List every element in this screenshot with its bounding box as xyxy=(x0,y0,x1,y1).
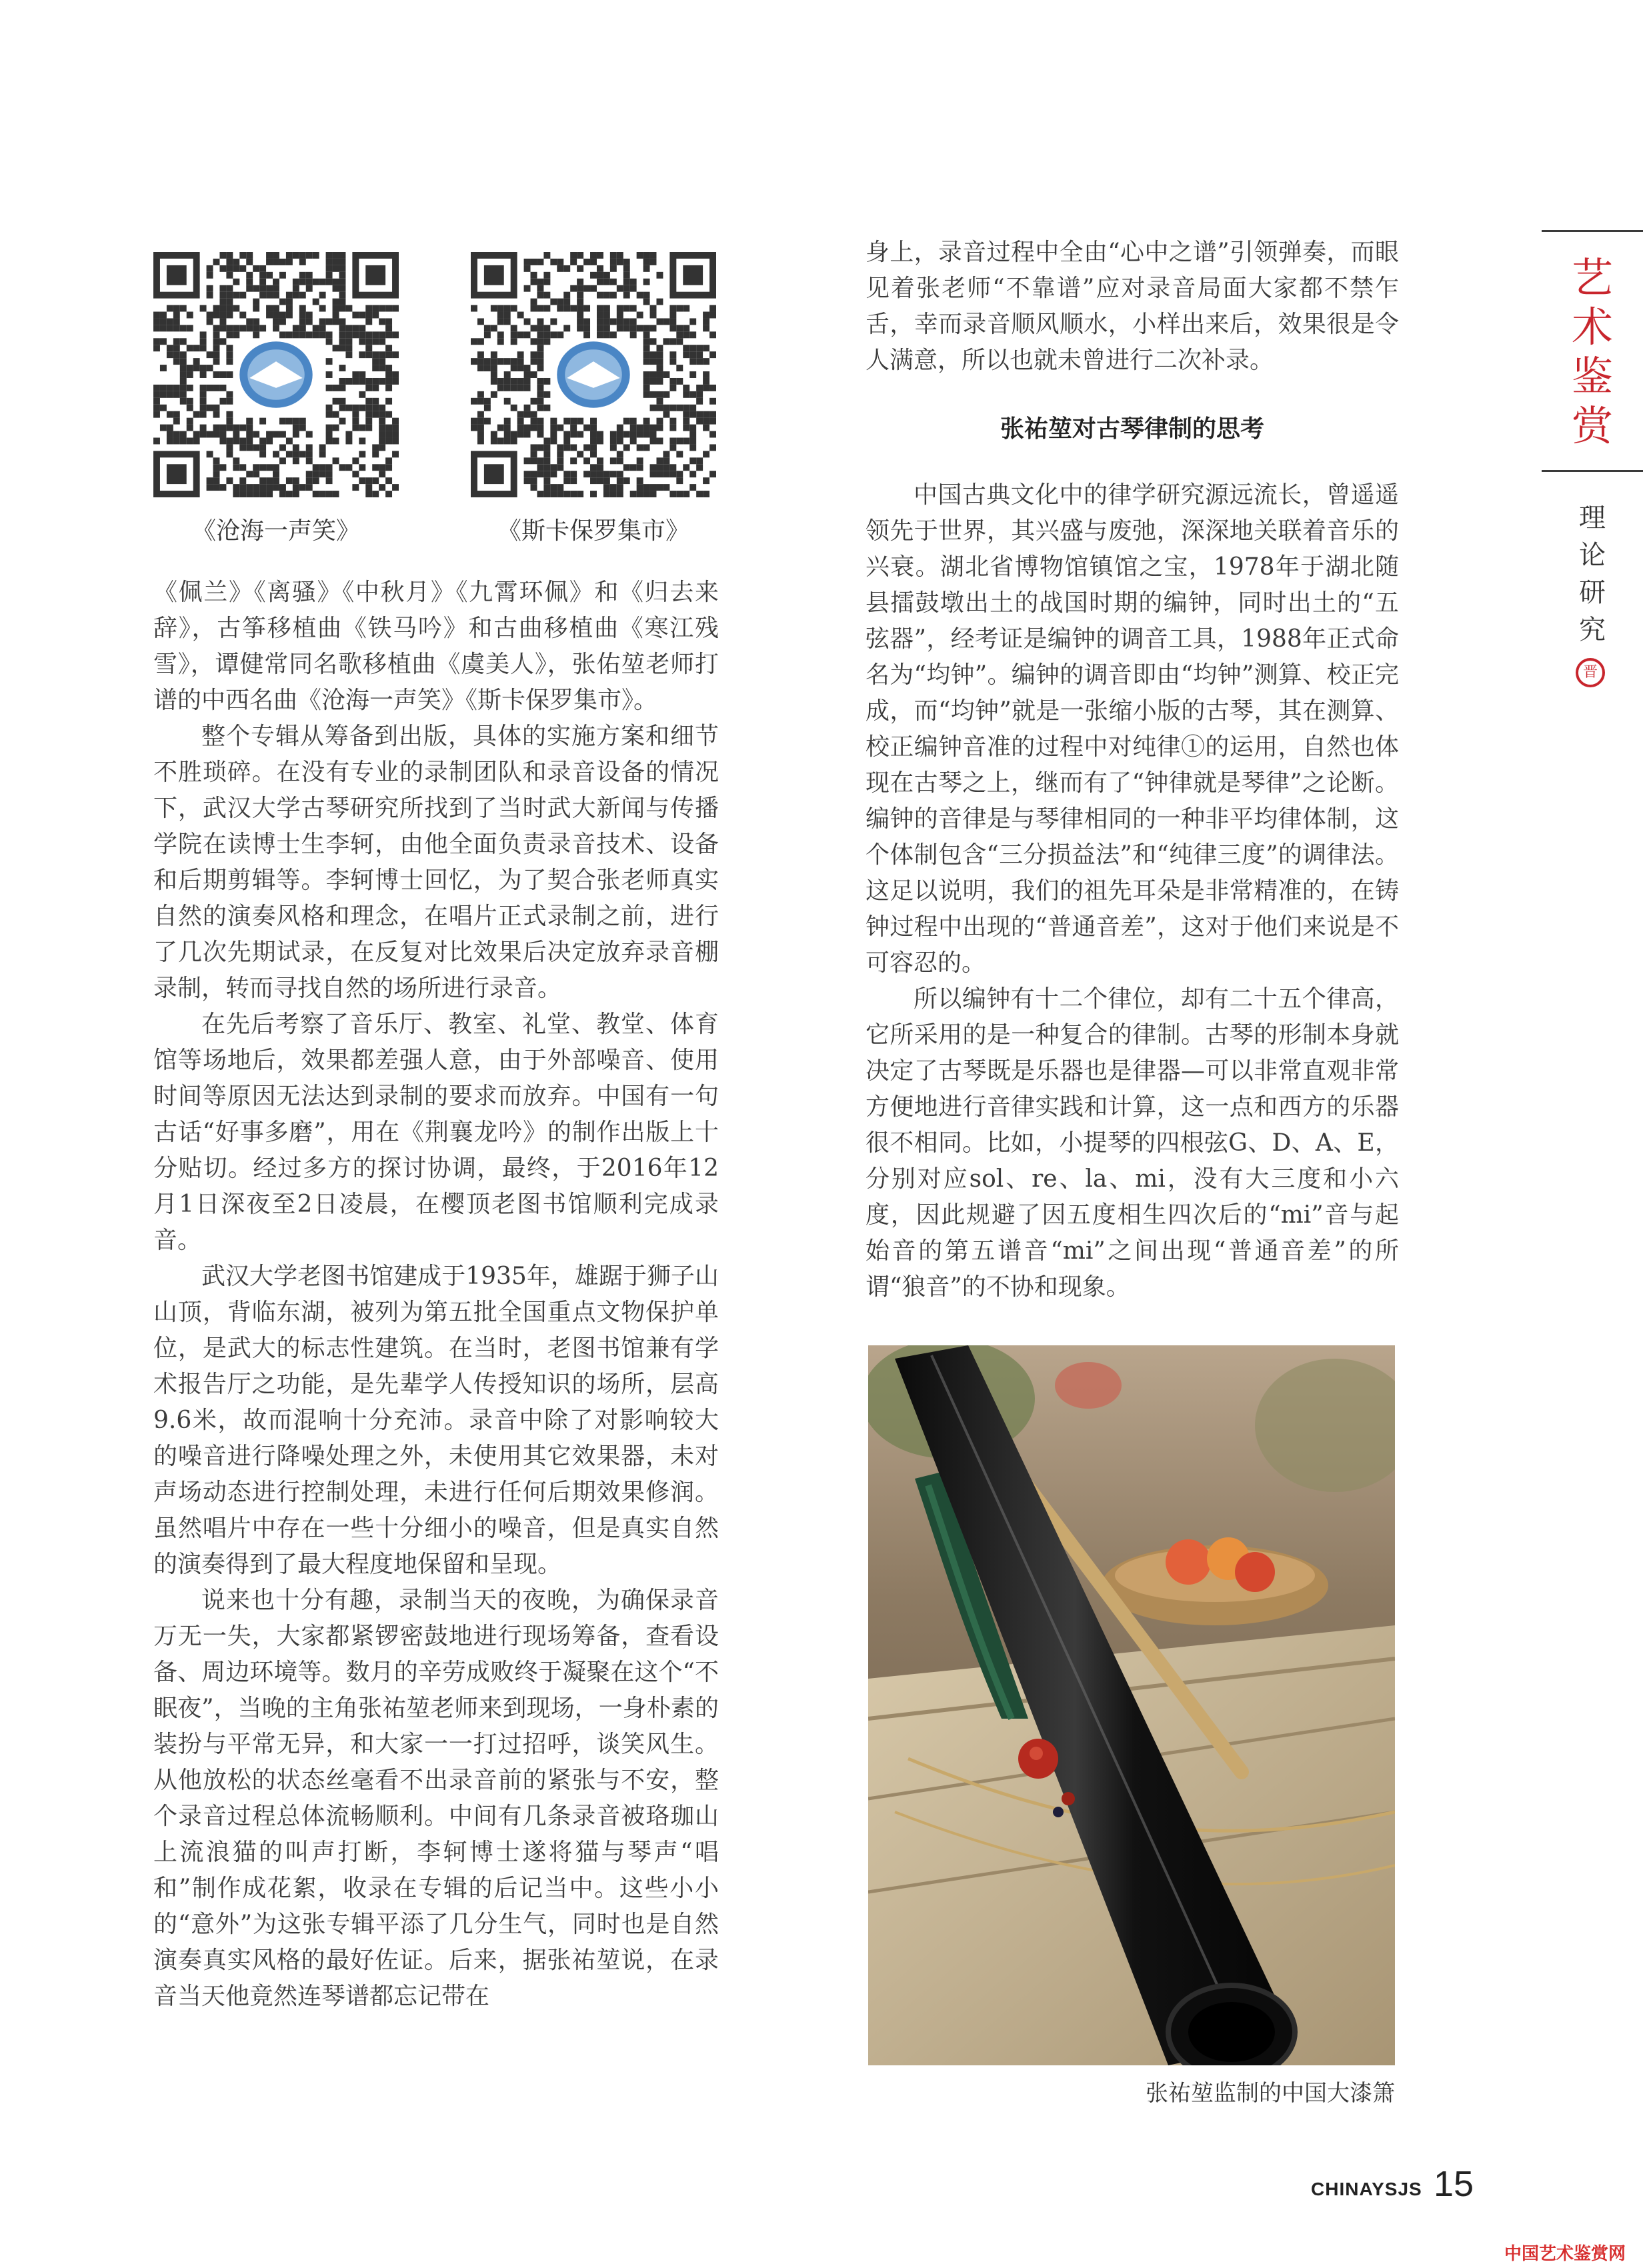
paragraph: 武汉大学老图书馆建成于1935年，雄踞于狮子山山顶，背临东湖，被列为第五批全国重点文物保护单位，是武大的标志性建筑。在当时，老图书馆兼有学术报告厅之功能，是先辈学人传授知识的场所，层高9.6米，故而混响十分充沛。录音中除了对影响较大的噪音进行降噪处理之外，未使用其它效果器，未对声场动态进行控制处理，未进行任何后期效果修润。虽然唱片中存在一些十分细小的噪音，但是真实自然的演奏得到了最大程度地保留和呈现。 xyxy=(153,1263,719,1578)
left-column xyxy=(153,575,719,2015)
paragraph: 《佩兰》《离骚》《中秋月》《九霄环佩》和《归去来辞》，古筝移植曲《铁马吟》和古曲移植曲《寒江残雪》，谭健常同名歌移植曲《虞美人》，张佑堃老师打谱的中西名曲《沧海一声笑》《斯卡保罗集市》。 xyxy=(153,579,719,714)
right-column xyxy=(866,235,1399,1305)
sidebar-sub-char: 研 xyxy=(1579,577,1606,608)
magazine-name: CHINAYSJS xyxy=(1311,2179,1422,2199)
paragraph: 整个专辑从筹备到出版，具体的实施方案和细节不胜琐碎。在没有专业的录制团队和录音设备的情况下，武汉大学古琴研究所找到了当时武大新闻与传播学院在读博士生李轲，由他全面负责录音技术、设备和后期剪辑等。李轲博士回忆，为了契合张老师真实自然的演奏风格和理念，在唱片正式录制之前，进行了几次先期试录，在反复对比效果后决定放弃录音棚录制，转而寻找自然的场所进行录音。 xyxy=(153,723,719,1002)
section-heading: 张祐堃对古琴律制的思考 xyxy=(1000,415,1264,443)
sidebar-top-rule xyxy=(1542,230,1643,232)
sidebar-sub-char: 理 xyxy=(1579,503,1606,533)
sidebar-sub-char: 论 xyxy=(1579,540,1606,571)
paragraph: 中国古典文化中的律学研究源远流长，曾遥遥领先于世界，其兴盛与废弛，深深地关联着音乐的兴衰。湖北省博物馆镇馆之宝，1978年于湖北随县擂鼓墩出土的战国时期的编钟，同时出土的“五弦器”，经考证是编钟的调音工具，1988年正式命名为“均钟”。编钟的调音即由“均钟”测算、校正完成，而“均钟”就是一张缩小版的古琴，其在测算、校正编钟音准的过程中对纯律①的运用，自然也体现在古琴之上，继而有了“钟律就是琴律”之论断。编钟的音律是与琴律相同的一种非平均律体制，这个体制包含“三分损益法”和“纯律三度”的调律法。这足以说明，我们的祖先耳朵是非常精准的，在铸钟过程中出现的“普通音差”，这对于他们来说是不可容忍的。 xyxy=(866,481,1399,977)
photo-caption: 张祐堃监制的中国大漆箫 xyxy=(1146,2080,1395,2107)
qr-caption-scarborough: 《斯卡保罗集市》 xyxy=(497,517,689,545)
qr-code-scarborough xyxy=(471,252,716,497)
qr-caption-canghai: 《沧海一声笑》 xyxy=(191,517,360,545)
paragraph: 在先后考察了音乐厅、教室、礼堂、教堂、体育馆等场地后，效果都差强人意，由于外部噪音、使用时间等原因无法达到录制的要求而放弃。中国有一句古话“好事多磨”，用在《荆襄龙吟》的制作出版上十分贴切。经过多方的探讨协调，最终，于2016年12月1日深夜至2日凌晨，在樱顶老图书馆顺利完成录音。 xyxy=(153,1011,719,1254)
sidebar-section-char: 鉴 xyxy=(1571,352,1613,401)
seal-icon: 晋 xyxy=(1576,658,1605,687)
sidebar-sub-char: 究 xyxy=(1579,615,1606,645)
paragraph: 说来也十分有趣，录制当天的夜晚，为确保录音万无一失，大家都紧锣密鼓地进行现场筹备，查看设备、周边环境等。数月的辛劳成败终于凝聚在这个“不眠夜”，当晚的主角张祐堃老师来到现场，一身朴素的装扮与平常无异，和大家一一打过招呼，谈笑风生。从他放松的状态丝毫看不出录音前的紧张与不安，整个录音过程总体流畅顺利。中间有几条录音被珞珈山上流浪猫的叫声打断，李轲博士遂将猫与琴声“唱和”制作成花絮，收录在专辑的后记当中。这些小小的“意外”为这张专辑平添了几分生气，同时也是自然演奏真实风格的最好佐证。后来，据张祐堃说，在录音当天他竟然连琴谱都忘记带在 xyxy=(153,1587,719,2010)
paragraph: 身上，录音过程中全由“心中之谱”引领弹奏，而眼见着张老师“不靠谱”应对录音局面大家都不禁乍舌，幸而录音顺风顺水，小样出来后，效果很是令人满意，所以也就未曾进行二次补录。 xyxy=(866,239,1399,374)
paragraph: 所以编钟有十二个律位，却有二十五个律高，它所采用的是一种复合的律制。古琴的形制本身就决定了古琴既是乐器也是律器—可以非常直观非常方便地进行音律实践和计算，这一点和西方的乐器很不相同。比如，小提琴的四根弦G、D、A、E，分别对应sol、re、la、mi，没有大三度和小六度，因此规避了因五度相生四次后的“mi”音与起始音的第五谱音“mi”之间出现“普通音差”的所谓“狼音”的不协和现象。 xyxy=(866,985,1399,1301)
sidebar-section-char: 赏 xyxy=(1571,401,1613,450)
watermark: 中国艺术鉴赏网 xyxy=(1504,2244,1626,2264)
sidebar-section-char: 艺 xyxy=(1571,253,1613,302)
page-number: 15 xyxy=(1434,2164,1474,2204)
sidebar-divider xyxy=(1542,470,1643,472)
flute-photo xyxy=(868,1345,1395,2065)
qr-code-canghai xyxy=(153,252,399,497)
sidebar-section-char: 术 xyxy=(1571,303,1613,351)
